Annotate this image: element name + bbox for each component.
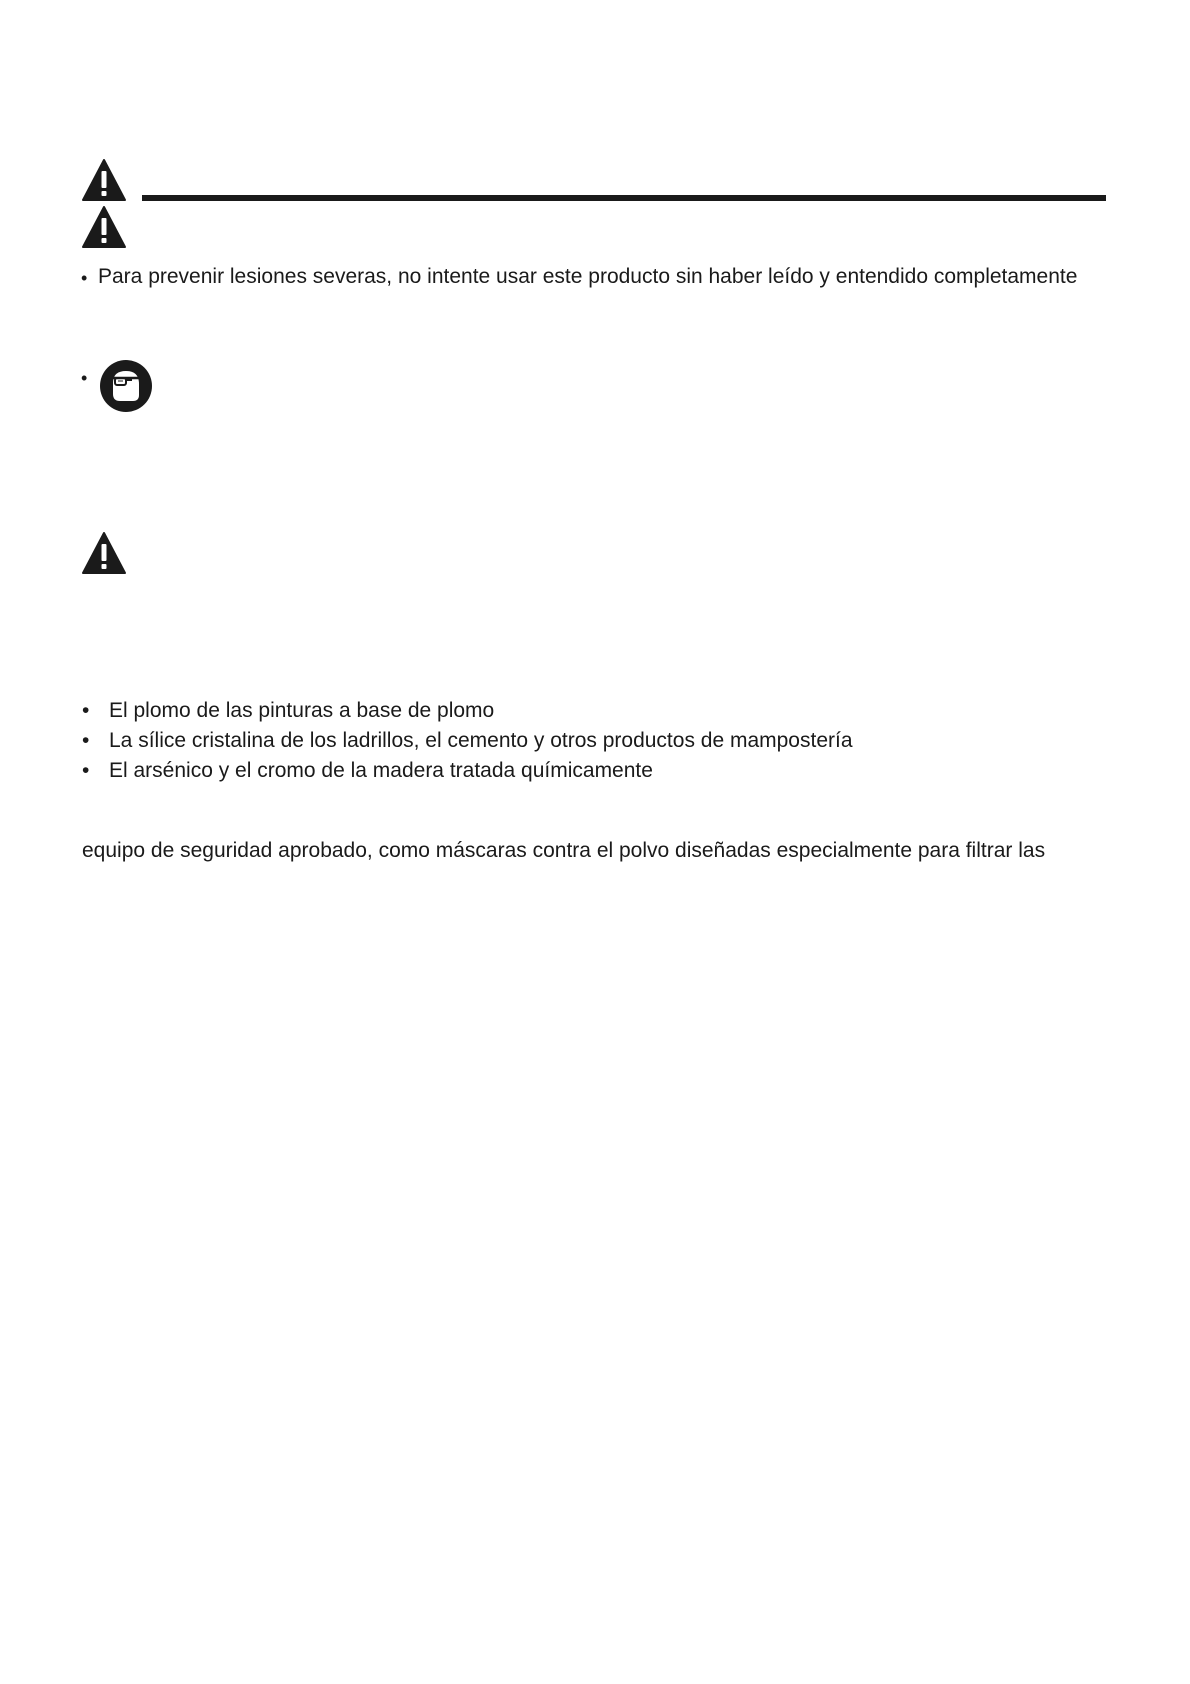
warning-triangle-icon bbox=[81, 205, 127, 249]
closing-paragraph: equipo de seguridad aprobado, como máscaras contra el polvo diseñadas especialmente para filtrar las bbox=[82, 839, 1046, 862]
list-item-text: El plomo de las pinturas a base de plomo bbox=[109, 699, 495, 722]
eye-protection-bullet-dot: • bbox=[81, 368, 88, 388]
list-bullet: • bbox=[82, 729, 90, 752]
list-item-text: El arsénico y el cromo de la madera tratada químicamente bbox=[109, 759, 653, 782]
intro-bullet-dot: • bbox=[81, 268, 88, 288]
safety-glasses-icon bbox=[99, 359, 153, 418]
header-rule bbox=[142, 195, 1106, 201]
warning-triangle-icon bbox=[81, 158, 127, 202]
intro-bullet-text: Para prevenir lesiones severas, no intente usar este producto sin haber leído y entendido completamente bbox=[98, 265, 1078, 288]
warning-triangle-icon bbox=[81, 531, 127, 575]
list-bullet: • bbox=[82, 759, 90, 782]
list-bullet: • bbox=[82, 699, 90, 722]
list-item-text: La sílice cristalina de los ladrillos, el cemento y otros productos de mampostería bbox=[109, 729, 853, 752]
